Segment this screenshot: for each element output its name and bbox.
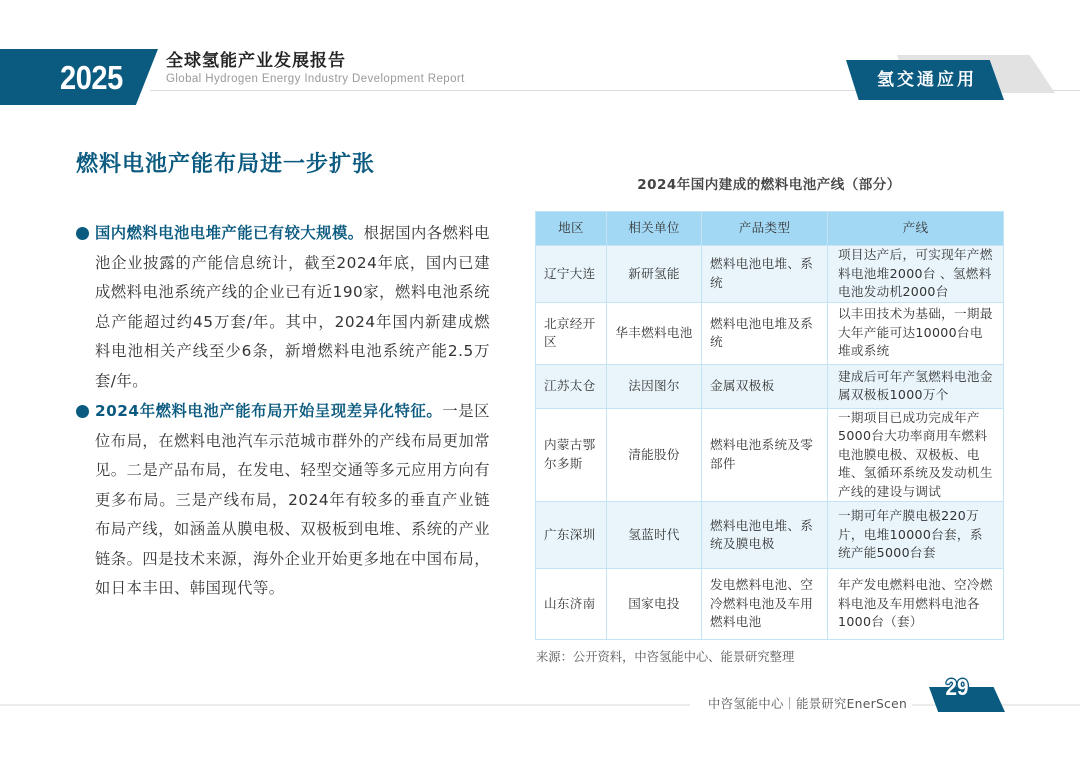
table-row (536, 408, 1004, 502)
bullet-lead: 2024年燃料电池产能布局开始呈现差异化特征。 (95, 402, 443, 420)
bullet-item (74, 397, 490, 604)
table-row (536, 569, 1004, 640)
cell-region: 辽宁大连 (536, 246, 607, 303)
bullet-item (74, 219, 490, 396)
bullet-dot-icon (76, 405, 89, 418)
bullet-list (74, 219, 490, 604)
table-row (536, 302, 1004, 364)
section-tab-label: 氢交通应用 (877, 70, 977, 90)
cell-company: 华丰燃料电池 (607, 302, 702, 364)
bullet-body: 一是区位布局，在燃料电池汽车示范城市群外的产线布局更加常见。二是产品布局，在发电、轻型交通等多元应用方向有更多布局。三是产线布局，2024年有较多的垂直产业链布局产线，如涵盖从膜电极、双极板到电堆、系统的产业链条。四是技术来源，海外企业开始更多地在中国布局，如日本丰田、韩国现代等。 (95, 402, 490, 597)
cell-region: 广东深圳 (536, 502, 607, 569)
bullet-body: 根据国内各燃料电池企业披露的产能信息统计，截至2024年底，国内已建成燃料电池系统产线的企业已有近190家，燃料电池系统总产能超过约45万套/年。其中，2024年国内新建成燃料电池相关产线至少6条，新增燃料电池系统产能2.5万套/年。 (95, 224, 490, 390)
cell-region: 山东济南 (536, 569, 607, 640)
cell-product: 发电燃料电池、空冷燃料电池及车用燃料电池 (702, 569, 828, 640)
table-row (536, 364, 1004, 408)
bullet-lead: 国内燃料电池电堆产能已有较大规模。 (95, 224, 364, 242)
column-header-company: 相关单位 (607, 212, 702, 246)
footer-divider-left (0, 704, 690, 706)
source-note: 来源：公开资料，中咨氢能中心、能景研究整理 (536, 650, 795, 664)
cell-line: 一期可年产膜电极220万片，电堆10000台套，系统产能5000台套 (828, 502, 1004, 569)
cell-line: 一期项目已成功完成年产5000台大功率商用车燃料电池膜电极、双极板、电堆、氢循环系统及发动机生产线的建设与调试 (828, 408, 1004, 502)
table-header-row (536, 212, 1004, 246)
cell-line: 年产发电燃料电池、空冷燃料电池及车用燃料电池各1000台（套） (828, 569, 1004, 640)
table-row (536, 502, 1004, 569)
column-header-region: 地区 (536, 212, 607, 246)
cell-line: 项目达产后，可实现年产燃料电池堆2000台 、氢燃料电池发动机2000台 (828, 246, 1004, 303)
cell-company: 国家电投 (607, 569, 702, 640)
cell-product: 燃料电池系统及零部件 (702, 408, 828, 502)
cell-company: 新研氢能 (607, 246, 702, 303)
column-header-line: 产线 (828, 212, 1004, 246)
cell-region: 北京经开区 (536, 302, 607, 364)
cell-line: 建成后可年产氢燃料电池金属双极板1000万个 (828, 364, 1004, 408)
page-number: 29 (945, 674, 969, 700)
production-lines-table (535, 211, 1004, 640)
cell-company: 氢蓝时代 (607, 502, 702, 569)
report-year: 2025 (60, 59, 123, 96)
bullet-dot-icon (76, 227, 89, 240)
cell-company: 清能股份 (607, 408, 702, 502)
cell-region: 江苏太仓 (536, 364, 607, 408)
cell-region: 内蒙古鄂尔多斯 (536, 408, 607, 502)
page-heading: 燃料电池产能布局进一步扩张 (76, 152, 376, 177)
cell-product: 燃料电池电堆、系统及膜电极 (702, 502, 828, 569)
column-header-product: 产品类型 (702, 212, 828, 246)
table-row (536, 246, 1004, 303)
cell-product: 金属双极板 (702, 364, 828, 408)
cell-line: 以丰田技术为基础，一期最大年产能可达10000台电堆或系统 (828, 302, 1004, 364)
cell-company: 法因图尔 (607, 364, 702, 408)
report-title-cn: 全球氢能产业发展报告 (166, 51, 346, 71)
table-title: 2024年国内建成的燃料电池产线（部分） (637, 177, 901, 193)
cell-product: 燃料电池电堆及系统 (702, 302, 828, 364)
report-title-en: Global Hydrogen Energy Industry Development Report (166, 73, 465, 85)
cell-product: 燃料电池电堆、系统 (702, 246, 828, 303)
footer-organization: 中咨氢能中心｜能景研究EnerScen (708, 697, 908, 711)
